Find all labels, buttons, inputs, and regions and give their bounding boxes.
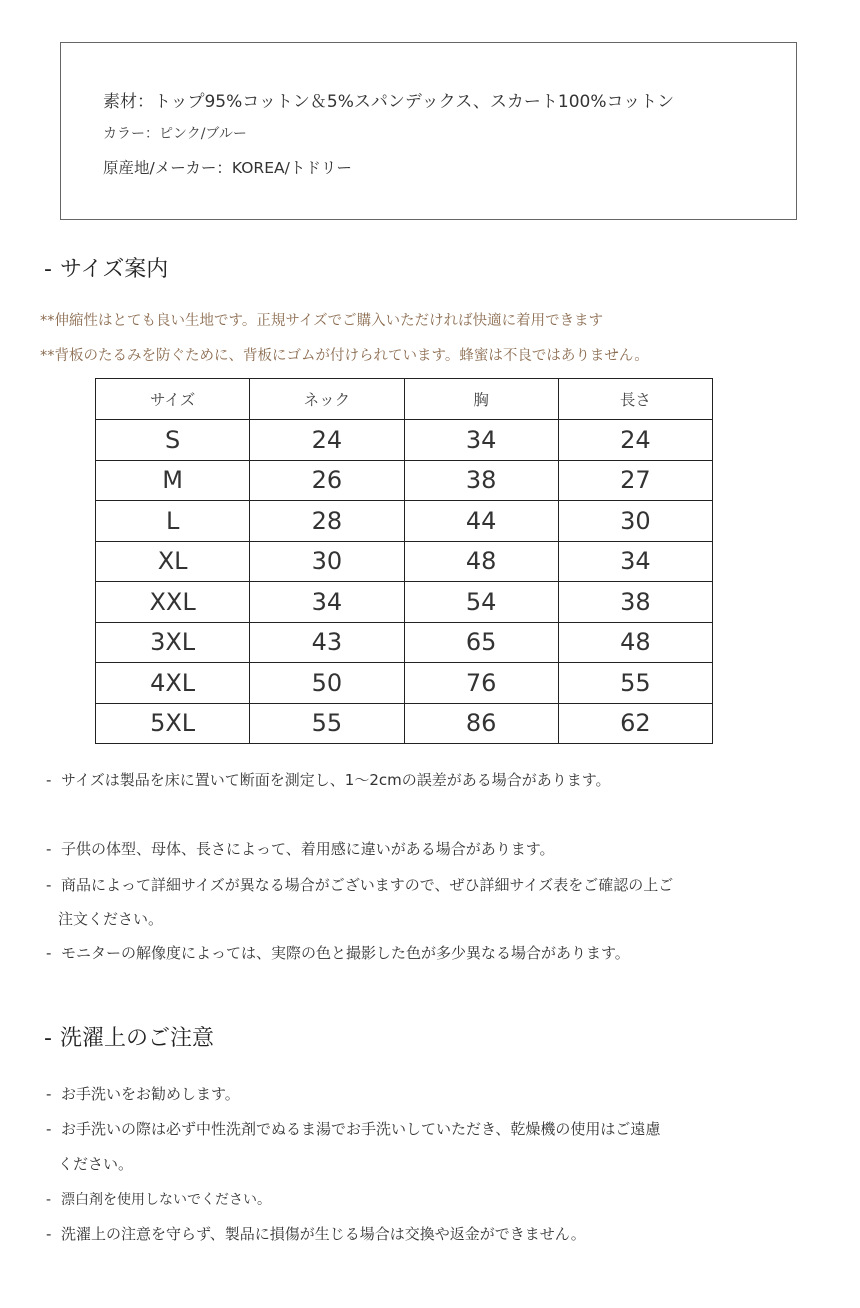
cell-length: 34 [558,541,712,582]
bullet-dash: - [46,876,52,894]
cell-length: 24 [558,420,712,461]
bullet-dash: - [46,771,52,789]
cell-size: XL [96,541,250,582]
bullet-dash: - [46,1192,52,1208]
material-origin: 原産地/メーカー：KOREA/トドリー [103,159,352,177]
table-row [96,663,713,704]
cell-size: 3XL [96,622,250,663]
cell-neck: 43 [250,622,404,663]
cell-chest: 65 [404,622,558,663]
size-bullet: - 子供の体型、母体、長さによって、着用感に違いがある場合があります。 [46,840,555,858]
bullet-dash: - [46,1085,52,1103]
heading-dash: - [44,257,52,282]
cell-chest: 54 [404,582,558,623]
table-row [96,703,713,744]
cell-chest: 86 [404,703,558,744]
bullet-dash: - [46,944,52,962]
header-size: サイズ [96,379,250,420]
size-note: **背板のたるみを防ぐために、背板にゴムが付けられています。蜂蜜は不良ではありません。 [40,348,649,364]
care-bullet: - 漂白剤を使用しないでください。 [46,1192,271,1208]
cell-chest: 44 [404,501,558,542]
cell-length: 48 [558,622,712,663]
size-bullet: - サイズは製品を床に置いて断面を測定し、1〜2cmの誤差がある場合があります。 [46,771,611,789]
cell-neck: 30 [250,541,404,582]
cell-neck: 24 [250,420,404,461]
size-guide-heading [44,252,168,283]
header-neck: ネック [250,379,404,420]
material-info-box [60,42,797,220]
care-bullet: - 洗濯上の注意を守らず、製品に損傷が生じる場合は交換や返金ができません。 [46,1225,586,1243]
cell-neck: 55 [250,703,404,744]
cell-size: L [96,501,250,542]
table-row [96,420,713,461]
size-bullet: - 商品によって詳細サイズが異なる場合がございますので、ぜひ詳細サイズ表をご確認の上ご [46,876,674,894]
care-bullet: - お手洗いの際は必ず中性洗剤でぬるま湯でお手洗いしていただき、乾燥機の使用はご遠慮 [46,1120,661,1138]
cell-size: S [96,420,250,461]
cell-length: 27 [558,460,712,501]
table-row [96,460,713,501]
size-bullet-continuation: 注文ください。 [58,910,164,928]
cell-length: 38 [558,582,712,623]
material-color: カラー：ピンク/ブルー [103,126,247,142]
size-guide-title: サイズ案内 [59,257,169,282]
cell-chest: 76 [404,663,558,704]
care-heading [44,1021,214,1052]
cell-chest: 38 [404,460,558,501]
size-note: **伸縮性はとても良い生地です。正規サイズでご購入いただければ快適に着用できます [40,313,604,329]
table-row [96,541,713,582]
bullet-dash: - [46,1225,52,1243]
cell-size: 4XL [96,663,250,704]
care-bullet-continuation: ください。 [58,1155,134,1173]
bullet-dash: - [46,1120,52,1138]
header-length: 長さ [558,379,712,420]
cell-size: XXL [96,582,250,623]
cell-length: 62 [558,703,712,744]
cell-neck: 50 [250,663,404,704]
table-row [96,582,713,623]
bullet-dash: - [46,840,52,858]
cell-neck: 26 [250,460,404,501]
table-row [96,622,713,663]
cell-size: 5XL [96,703,250,744]
cell-length: 30 [558,501,712,542]
cell-neck: 34 [250,582,404,623]
table-header-row [96,379,713,420]
cell-chest: 34 [404,420,558,461]
cell-chest: 48 [404,541,558,582]
material-fabric: 素材：トップ95%コットン＆5%スパンデックス、スカート100%コットン [103,92,675,112]
header-chest: 胸 [404,379,558,420]
heading-dash: - [44,1026,52,1051]
table-row [96,501,713,542]
size-bullet: - モニターの解像度によっては、実際の色と撮影した色が多少異なる場合があります。 [46,944,630,962]
cell-length: 55 [558,663,712,704]
care-title: 洗濯上のご注意 [59,1026,214,1051]
care-bullet: - お手洗いをお勧めします。 [46,1085,240,1103]
size-table [95,378,713,744]
cell-size: M [96,460,250,501]
cell-neck: 28 [250,501,404,542]
